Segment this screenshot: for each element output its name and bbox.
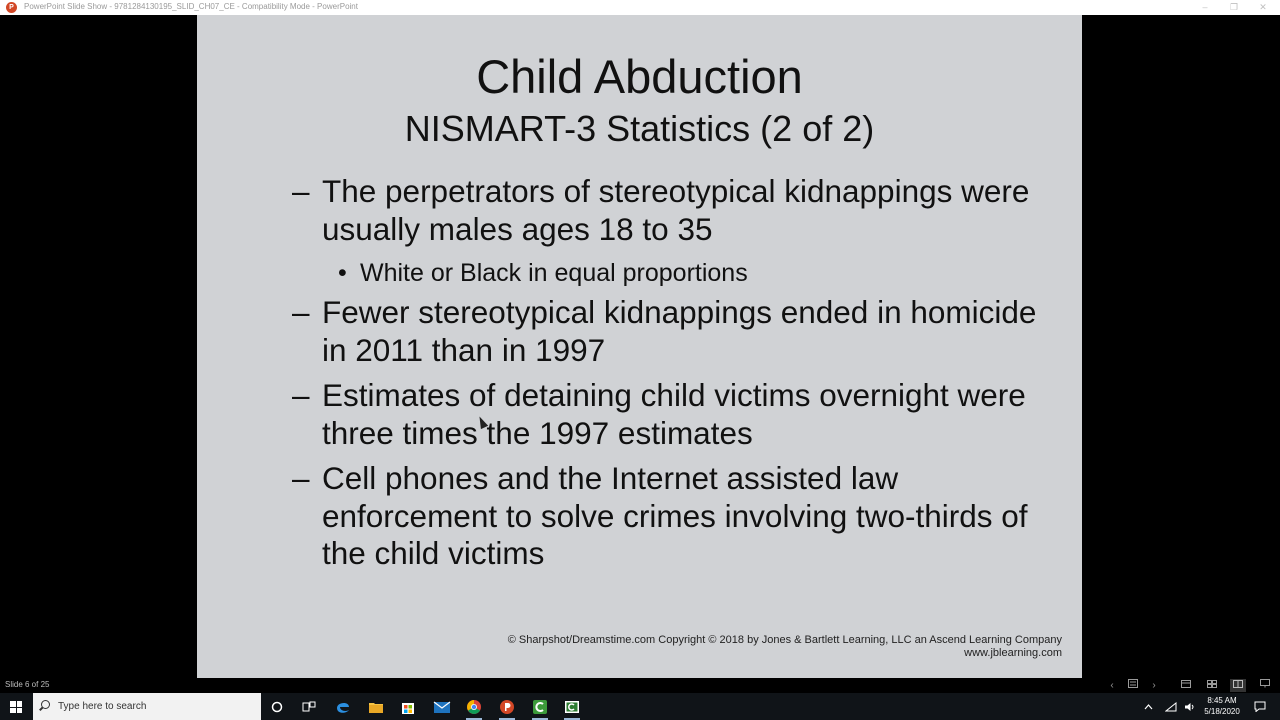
dash-marker: –	[292, 460, 310, 496]
powerpoint-taskbar-icon[interactable]	[496, 696, 518, 717]
slide-subtitle: NISMART-3 Statistics (2 of 2)	[404, 108, 875, 149]
sub-bullet-text: White or Black in equal proportions	[360, 259, 748, 287]
file-explorer-icon[interactable]	[365, 696, 387, 717]
store-icon[interactable]	[397, 696, 419, 717]
bullet-item	[292, 294, 1052, 369]
next-slide-button[interactable]: ›	[1152, 680, 1156, 691]
slideshow-status-bar	[0, 678, 1280, 693]
task-view-icon[interactable]	[298, 696, 320, 717]
powerpoint-app-icon: P	[6, 2, 17, 13]
close-button[interactable]: ✕	[1259, 2, 1267, 12]
dash-marker: –	[292, 294, 310, 330]
taskbar-clock[interactable]	[1198, 695, 1246, 717]
show-hidden-icons-icon[interactable]	[1142, 693, 1154, 720]
bullet-dot: •	[338, 259, 347, 287]
normal-view-icon[interactable]	[1178, 679, 1194, 692]
slideshow-stage	[0, 15, 1280, 678]
bullet-text: Fewer stereotypical kidnappings ended in homicide in 2011 than in 1997	[322, 294, 1037, 368]
bullet-item	[292, 377, 1052, 452]
clock-date: 5/18/2020	[1204, 707, 1240, 716]
cortana-icon[interactable]	[266, 696, 288, 717]
window-title: PowerPoint Slide Show - 9781284130195_SLID_CH07_CE - Compatibility Mode - PowerPoint	[24, 2, 358, 11]
slideshow-view-icon[interactable]	[1257, 679, 1273, 692]
camtasia-icon[interactable]	[529, 696, 551, 717]
restore-button[interactable]: ❐	[1229, 2, 1239, 12]
network-icon[interactable]	[1164, 693, 1178, 720]
slide-counter: Slide 6 of 25	[5, 680, 50, 689]
bullet-text: The perpetrators of stereotypical kidnappings were usually males ages 18 to 35	[322, 173, 1030, 247]
bullet-text: Estimates of detaining child victims overnight were three times the 1997 estimates	[322, 377, 1026, 451]
bullet-item	[292, 173, 1052, 248]
publisher-url: www.jblearning.com	[964, 647, 1062, 659]
windows-logo-icon	[10, 701, 22, 713]
slide[interactable]	[197, 15, 1082, 678]
copyright-line: © Sharpshot/Dreamstime.com Copyright © 2018 by Jones & Bartlett Learning, LLC an Ascend Learning Company	[507, 634, 1062, 646]
bullet-list	[292, 173, 1052, 581]
dash-marker: –	[292, 377, 310, 413]
window-title-bar	[0, 0, 1280, 15]
reading-view-icon[interactable]	[1230, 679, 1246, 692]
slide-sorter-icon[interactable]	[1125, 679, 1141, 692]
volume-icon[interactable]	[1183, 693, 1197, 720]
chrome-browser-icon[interactable]	[463, 696, 485, 717]
recorder-icon[interactable]	[561, 696, 583, 717]
clock-time: 8:45 AM	[1207, 696, 1237, 705]
edge-browser-icon[interactable]	[332, 696, 354, 717]
bullet-item	[292, 460, 1052, 573]
windows-taskbar	[0, 693, 1280, 720]
mail-icon[interactable]	[431, 696, 453, 717]
notification-center-icon[interactable]	[1252, 693, 1268, 720]
copyright-notice	[362, 634, 1062, 660]
bullet-text: Cell phones and the Internet assisted law enforcement to solve crimes involving two-thirds of the child victims	[322, 460, 1028, 571]
slide-title: Child Abduction	[476, 50, 803, 103]
search-placeholder: Type here to search	[58, 701, 147, 712]
taskbar-search-box[interactable]	[33, 693, 261, 720]
dash-marker: –	[292, 173, 310, 209]
minimize-button[interactable]: –	[1202, 2, 1208, 12]
previous-slide-button[interactable]: ‹	[1110, 680, 1114, 691]
search-icon	[41, 700, 50, 709]
sorter-view-icon[interactable]	[1204, 679, 1220, 692]
start-button[interactable]	[0, 693, 32, 720]
sub-bullet-item	[292, 256, 1052, 290]
